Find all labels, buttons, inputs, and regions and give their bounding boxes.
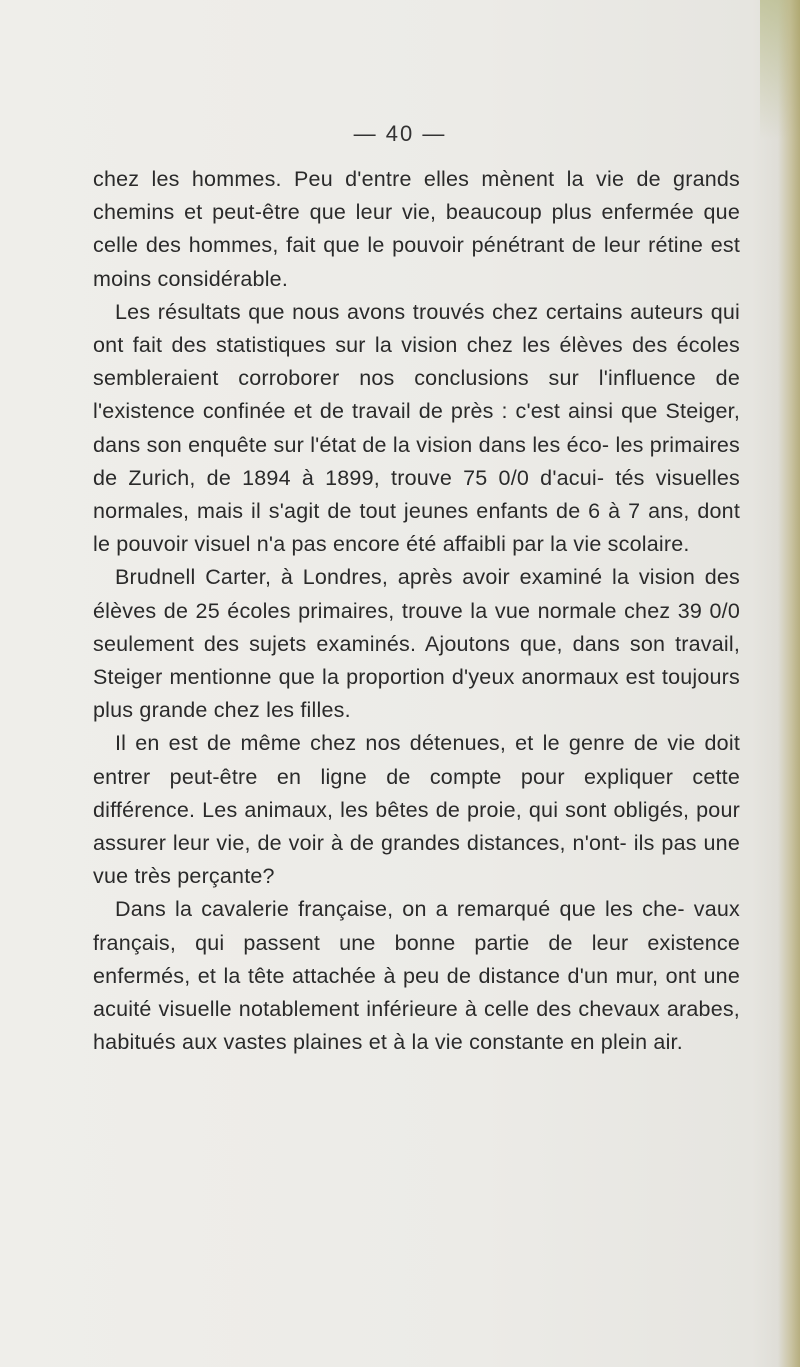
paragraph-2: Les résultats que nous avons trouvés chez certains auteurs qui ont fait des statistiques sur la vision chez les élèves des écoles sembleraient corroborer nos conclusions sur l'influence de l'existence confinée et de travail de près : c'est ainsi que Steiger, dans son enquête sur l'état de la vision dans les éco- les primaires de Zurich, de 1894 à 1899, trouve 75 0/0 d'acui- tés visuelles normales, mais il s'agit de tout jeunes enfants de 6 à 7 ans, dont le pouvoir visuel n'a pas encore été affaibli par la vie scolaire. [93, 299, 740, 557]
paragraph-1: chez les hommes. Peu d'entre elles mènent la vie de grands chemins et peut-être que leur vie, beaucoup plus enfermée que celle des hommes, fait que le pouvoir pénétrant de leur rétine est moins considérable. [93, 167, 740, 291]
paragraph-4: Il en est de même chez nos détenues, et le genre de vie doit entrer peut-être en ligne de compte pour expliquer cette différence. Les animaux, les bêtes de proie, qui sont obligés, pour assurer leur vie, de voir à de grandes distances, n'ont- ils pas une vue très perçante? [93, 731, 740, 889]
page-number: — 40 — [353, 121, 447, 146]
page-edge-shadow [778, 0, 800, 1367]
paragraph-5: Dans la cavalerie française, on a remarqué que les che- vaux français, qui passent une bonne partie de leur existence enfermés, et la tête attachée à peu de distance d'un mur, ont une acuité visuelle notablement inférieure à celle des chevaux arabes, habitués aux vastes plaines et à la vie constante en plein air. [93, 897, 740, 1055]
paragraph-3: Brudnell Carter, à Londres, après avoir examiné la vision des élèves de 25 écoles primaires, trouve la vue normale chez 39 0/0 seulement des sujets examinés. Ajoutons que, dans son travail, Steiger mentionne que la proportion d'yeux anormaux est toujours plus grande chez les filles. [93, 565, 740, 723]
body-text [93, 163, 740, 1059]
